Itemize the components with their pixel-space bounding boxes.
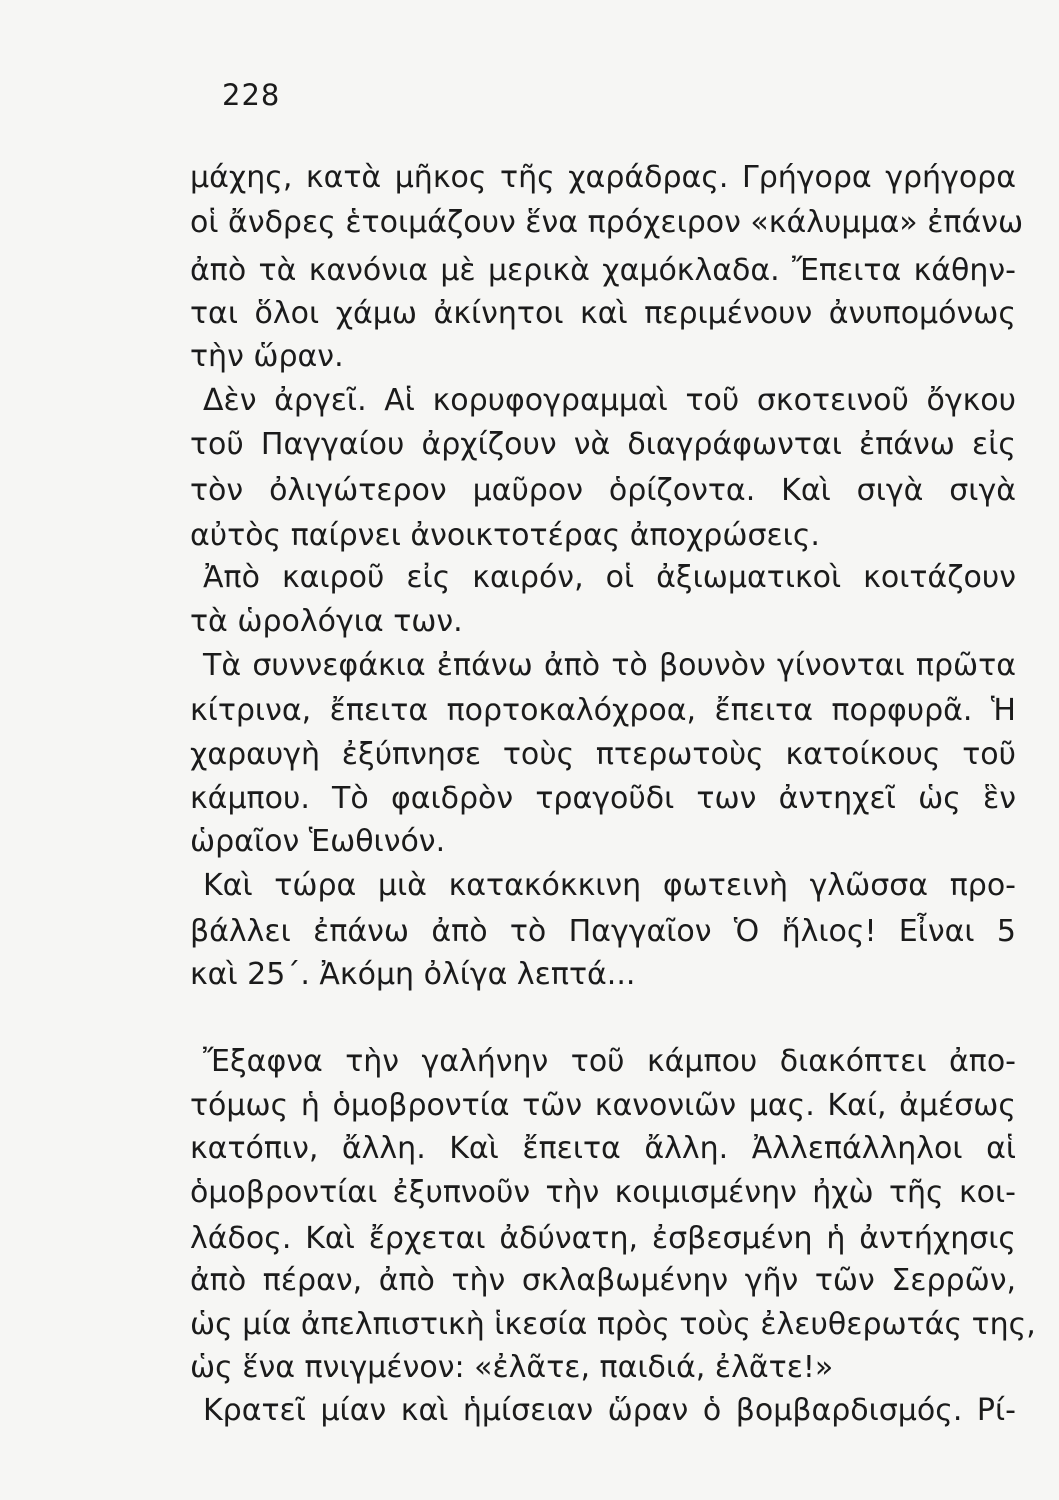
text-line: ἀπὸ τὰ κανόνια μὲ μερικὰ χαμόκλαδα. Ἔπειτα κάθην-: [190, 253, 1016, 288]
text-line: ὁμοβροντίαι ἐξυπνοῦν τὴν κοιμισμένην ἠχὼ τῆς κοι-: [190, 1175, 1016, 1210]
text-line: κάμπου. Τὸ φαιδρὸν τραγοῦδι των ἀντηχεῖ ὡς ἓν: [190, 781, 1016, 816]
text-line: Δὲν ἀργεῖ. Αἱ κορυφογραμμαὶ τοῦ σκοτεινοῦ ὄγκου: [203, 383, 1016, 418]
text-line: Καὶ τώρα μιὰ κατακόκκινη φωτεινὴ γλῶσσα προ-: [203, 868, 1016, 903]
text-line: κίτρινα, ἔπειτα πορτοκαλόχροα, ἔπειτα πορφυρᾶ. Ἡ: [190, 693, 1016, 728]
text-line: βάλλει ἐπάνω ἀπὸ τὸ Παγγαῖον Ὁ ἥλιος! Εἶναι 5: [190, 914, 1016, 949]
text-line: Κρατεῖ μίαν καὶ ἡμίσειαν ὥραν ὁ βομβαρδισμός. Ρί-: [203, 1393, 1016, 1428]
text-line: Ἔξαφνα τὴν γαλήνην τοῦ κάμπου διακόπτει ἀπο-: [203, 1044, 1016, 1079]
text-line: χαραυγὴ ἐξύπνησε τοὺς πτερωτοὺς κατοίκους τοῦ: [190, 737, 1016, 772]
text-line: Τὰ συννεφάκια ἐπάνω ἀπὸ τὸ βουνὸν γίνονται πρῶτα: [203, 648, 1016, 683]
text-line: ὡς μία ἀπελπιστικὴ ἱκεσία πρὸς τοὺς ἐλευθερωτάς της,: [190, 1307, 1036, 1342]
text-line: μάχης, κατὰ μῆκος τῆς χαράδρας. Γρήγορα γρήγορα: [190, 160, 1016, 195]
text-line: τοῦ Παγγαίου ἀρχίζουν νὰ διαγράφωνται ἐπάνω εἰς: [190, 427, 1016, 462]
text-line: ὡς ἕνα πνιγμένον: «ἐλᾶτε, παιδιά, ἐλᾶτε!»: [190, 1350, 834, 1385]
text-line: κατόπιν, ἄλλη. Καὶ ἔπειτα ἄλλη. Ἀλλεπάλληλοι αἱ: [190, 1131, 1016, 1166]
text-line: αὐτὸς παίρνει ἀνοικτοτέρας ἀποχρώσεις.: [190, 518, 820, 553]
text-line: λάδος. Καὶ ἔρχεται ἀδύνατη, ἐσβεσμένη ἡ ἀντήχησις: [190, 1221, 1016, 1256]
text-line: τὴν ὥραν.: [190, 339, 344, 374]
page-number: 228: [222, 78, 281, 112]
text-line: ἀπὸ πέραν, ἀπὸ τὴν σκλαβωμένην γῆν τῶν Σερρῶν,: [190, 1263, 1016, 1298]
text-line: τόμως ἡ ὁμοβροντία τῶν κανονιῶν μας. Καί, ἀμέσως: [190, 1088, 1016, 1123]
text-line: Ἀπὸ καιροῦ εἰς καιρόν, οἱ ἀξιωματικοὶ κοιτάζουν: [203, 560, 1016, 595]
text-line: τὰ ὡρολόγια των.: [190, 604, 463, 639]
text-line: ται ὅλοι χάμω ἀκίνητοι καὶ περιμένουν ἀνυπομόνως: [190, 296, 1016, 331]
text-line: καὶ 25΄. Ἀκόμη ὀλίγα λεπτά...: [190, 957, 636, 992]
text-line: τὸν ὀλιγώτερον μαῦρον ὁρίζοντα. Καὶ σιγὰ σιγὰ: [190, 473, 1016, 508]
text-line: οἱ ἄνδρες ἑτοιμάζουν ἕνα πρόχειρον «κάλυμμα» ἐπάνω: [190, 205, 1024, 240]
text-line: ὡραῖον Ἑωθινόν.: [190, 824, 446, 859]
